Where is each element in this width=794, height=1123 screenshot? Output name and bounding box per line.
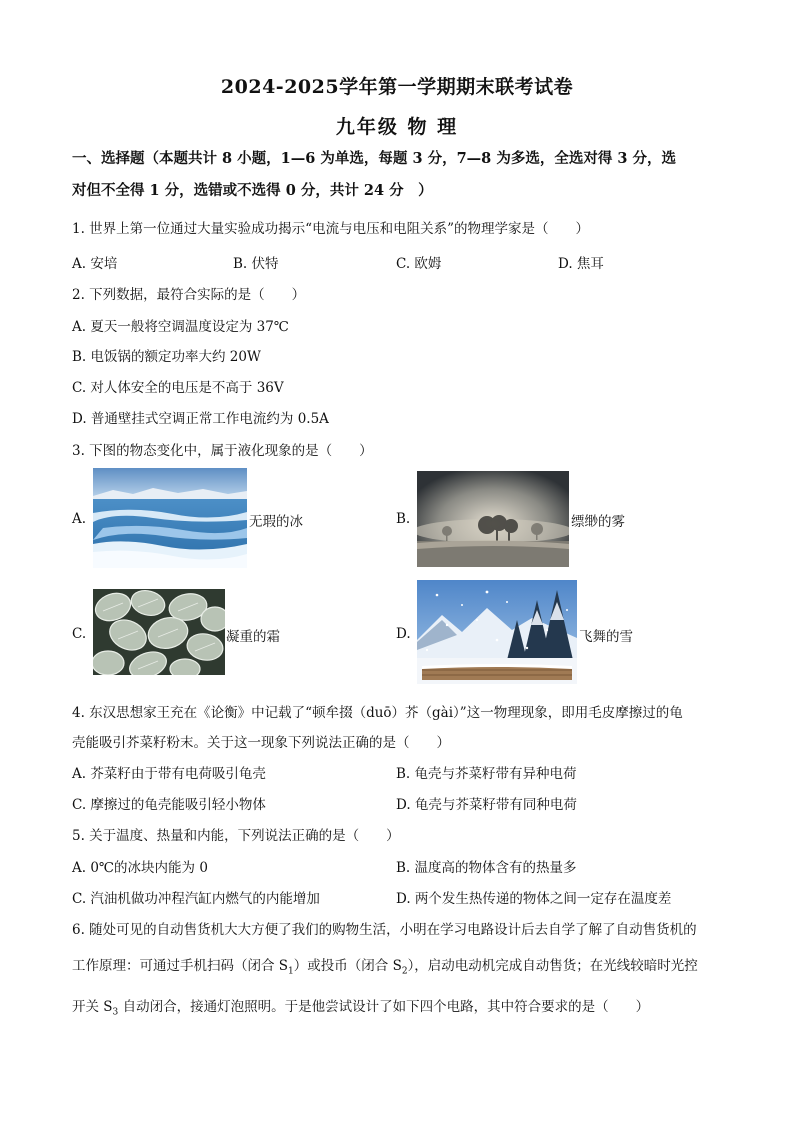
exam-subtitle: 九年级 物 理: [335, 116, 459, 138]
q5-option-b: B. 温度高的物体含有的热量多: [396, 860, 577, 876]
q6-line3: 开关 $S_3$ 自动闭合，接通灯泡照明。于是他尝试设计了如下四个电路，其中符合要求的是（ ）: [72, 999, 650, 1018]
q3-letter-c: C.: [72, 626, 87, 642]
q3-letter-b: B.: [396, 511, 411, 527]
q4-option-d: D. 龟壳与芥菜籽带有同种电荷: [396, 797, 577, 813]
ice-image: [93, 468, 247, 568]
q4-stem-line2: 壳能吸引芥菜籽粉末。关于这一现象下列说法正确的是（ ）: [72, 735, 450, 751]
q4-option-b: B. 龟壳与芥菜籽带有异种电荷: [396, 766, 577, 782]
exam-title: 2024-2025学年第一学期期末联考试卷: [220, 76, 574, 98]
q1-stem: 1. 世界上第一位通过大量实验成功揭示“电流与电压和电阻关系”的物理学家是（ ）: [72, 221, 589, 237]
q5-option-a: A. 0℃的冰块内能为 0: [72, 860, 208, 876]
section-instructions-line1: 一、选择题（本题共计 8 小题，1—6 为单选，每题 3 分，7—8 为多选，全选对得 3 分，选: [72, 150, 677, 167]
q3-caption-b: 缥缈的雾: [571, 514, 625, 530]
q1-option-d: D. 焦耳: [558, 256, 604, 272]
section-instructions-line2: 对但不全得 1 分，选错或不选得 0 分，共计 24 分 ）: [72, 182, 433, 199]
q2-stem: 2. 下列数据，最符合实际的是（ ）: [72, 287, 306, 303]
q2-option-b: B. 电饭锅的额定功率大约 20W: [72, 349, 261, 365]
snow-image: [417, 580, 577, 684]
q4-stem-line1: 4. 东汉思想家王充在《论衡》中记载了“顿牟掇（duō）芥（gài）”这一物理现象，即用毛皮摩擦过的龟: [72, 705, 683, 721]
q5-stem: 5. 关于温度、热量和内能，下列说法正确的是（ ）: [72, 828, 400, 844]
q6-line2: 工作原理：可通过手机扫码（闭合 $S_1$）或投币（闭合 $S_2$），启动电动机完成自动售货；在光线较暗时光控: [72, 958, 698, 977]
q1-option-b: B. 伏特: [233, 256, 279, 272]
q3-letter-a: A.: [72, 511, 87, 527]
q3-caption-c: 凝重的霜: [226, 629, 280, 645]
q3-caption-a: 无瑕的冰: [249, 514, 303, 530]
q1-option-a: A. 安培: [72, 256, 118, 272]
q3-letter-d: D.: [396, 626, 411, 642]
q5-option-c: C. 汽油机做功冲程汽缸内燃气的内能增加: [72, 891, 320, 907]
q5-option-d: D. 两个发生热传递的物体之间一定存在温度差: [396, 891, 672, 907]
fog-image: [417, 471, 569, 567]
q3-caption-d: 飞舞的雪: [579, 629, 633, 645]
q4-option-c: C. 摩擦过的龟壳能吸引轻小物体: [72, 797, 266, 813]
q4-option-a: A. 芥菜籽由于带有电荷吸引龟壳: [72, 766, 266, 782]
q2-option-c: C. 对人体安全的电压是不高于 36V: [72, 380, 284, 396]
frost-image: [93, 589, 225, 675]
q1-option-c: C. 欧姆: [396, 256, 442, 272]
q6-line1: 6. 随处可见的自动售货机大大方便了我们的购物生活，小明在学习电路设计后去自学了解了自动售货机的: [72, 922, 697, 938]
q2-option-d: D. 普通壁挂式空调正常工作电流约为 0.5A: [72, 411, 329, 427]
q2-option-a: A. 夏天一般将空调温度设定为 37℃: [72, 319, 289, 335]
q3-stem: 3. 下图的物态变化中，属于液化现象的是（ ）: [72, 443, 373, 459]
